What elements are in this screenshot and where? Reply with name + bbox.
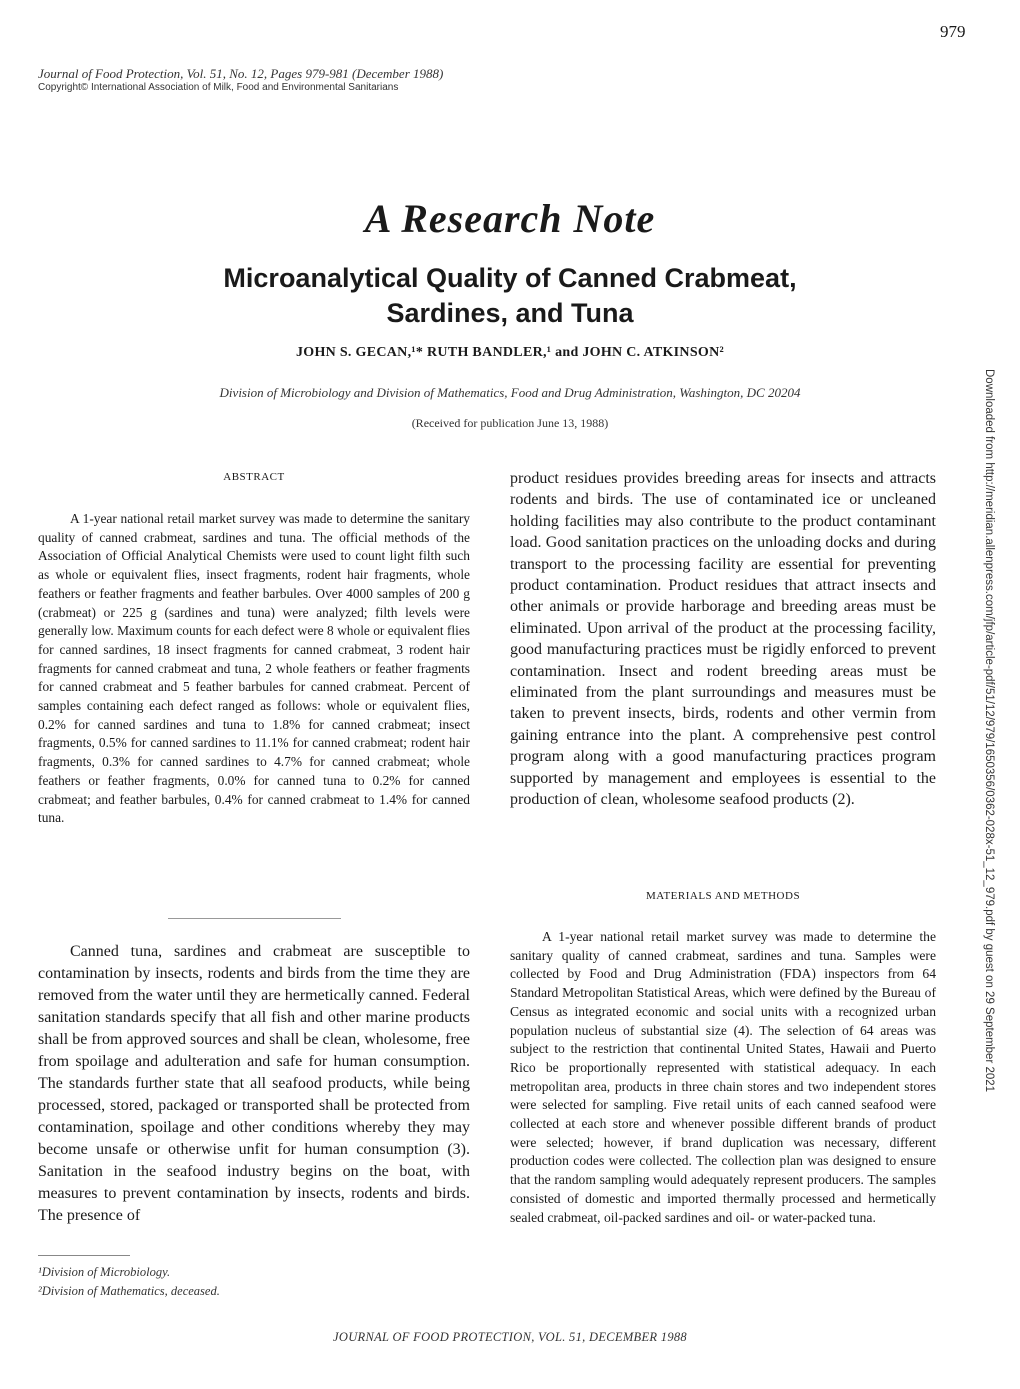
footnote-1: ¹Division of Microbiology. — [38, 1265, 171, 1279]
intro-left-column — [38, 941, 470, 1227]
abstract-heading — [38, 471, 470, 483]
copyright-line: Copyright© International Association of Milk, Food and Environmental Sanitarians — [38, 82, 399, 93]
footnote-divider — [38, 1255, 130, 1256]
download-watermark: Downloaded from http://meridian.allenpress.com/jfp/article-pdf/51/12/979/1650356/0362-028x-51_12_979.pdf by guest on 29 September 2021 — [983, 369, 995, 1093]
methods-heading — [510, 890, 936, 902]
abstract-heading-text: ABSTRACT — [223, 471, 285, 483]
section-divider — [168, 918, 341, 919]
authors: JOHN S. GECAN,¹* RUTH BANDLER,¹ and JOHN C. ATKINSON² — [295, 345, 725, 360]
page-number: 979 — [940, 22, 966, 41]
methods-text: A 1-year national retail market survey was made to determine the sanitary quality of canned crabmeat, sardines and tuna. Samples were collected by Food and Drug Administration (FDA) inspectors from 64 Standard Metropolitan Statistical Areas, which were defined by the Bureau of Census as integrated economic and social units with a recognized urban population nucleus of substantial size (4). The selection of 64 areas was subject to the restriction that continental United States, Hawaii and Puerto Rico be proportionally represented with statistical adequacy. In each metropolitan area, products in three chain stores and two independent stores were selected for sampling. Five retail units of each canned seafood were collected at each store and whenever possible different brands of product were selected; however, if brand duplication was necessary, different production codes were collected. The collection plan was designed to ensure that the random sampling would adequately represent producers. The samples consisted of domestic and imported thermally processed and hermetically sealed crabmeat, oil-packed sardines and oil- or water-packed tuna. — [510, 929, 936, 1225]
affiliation: Division of Microbiology and Division of Mathematics, Food and Drug Administration, Washington, DC 20204 — [219, 385, 801, 400]
intro-continuation: product residues provides breeding areas for insects and attracts rodents and birds. The use of contaminated ice or uncleaned holding facilities may also contribute to the product contaminant load. Good sanitation practices on the unloading docks and during transport to the processing facility are essential for preventing product contamination. Product residues that attract insects and other animals or provide harborage and breeding areas must be eliminated. Upon arrival of the product at the processing facility, good manufacturing practices must be rigidly enforced to prevent contamination. Insect and rodent breeding areas must be eliminated from the plant surroundings and measures must be taken to prevent insects, birds, rodents and other vermin from gaining entrance into the plant. A comprehensive pest control program along with a good manufacturing practices program supported by management and employees is essential to the production of clean, wholesome seafood products (2). — [510, 470, 936, 809]
page-footer: JOURNAL OF FOOD PROTECTION, VOL. 51, DECEMBER 1988 — [333, 1330, 687, 1344]
journal-citation: Journal of Food Protection, Vol. 51, No. 12, Pages 979-981 (December 1988) — [38, 66, 444, 81]
footnotes — [38, 1263, 220, 1301]
methods-section — [510, 928, 936, 1227]
received-date: (Received for publication June 13, 1988) — [411, 416, 609, 430]
section-label: A Research Note — [364, 196, 656, 241]
abstract — [38, 510, 470, 828]
methods-heading-text: MATERIALS AND METHODS — [645, 890, 801, 902]
article-title-text: Microanalytical Quality of Canned Crabmeat, Sardines, and Tuna — [223, 263, 797, 328]
article-title — [0, 226, 1020, 331]
intro-paragraph: Canned tuna, sardines and crabmeat are susceptible to contamination by insects, rodents and birds from the time they are removed from the water until they are hermetically canned. Federal sanitation standards specify that all fish and other marine products shall be from approved sources and shall be clean, wholesome, free from spoilage and adulteration and safe for human consumption. The standards further state that all seafood products, while being processed, stored, packaged or transported shall be protected from contamination, spoilage and other conditions whereby they may become unsafe or otherwise unfit for human consumption (3). Sanitation in the seafood industry begins on the boat, with measures to prevent contamination by insects, rodents and birds. The presence of — [38, 943, 470, 1224]
intro-right-column — [510, 468, 936, 811]
footnote-2: ²Division of Mathematics, deceased. — [38, 1284, 220, 1298]
abstract-text: A 1-year national retail market survey was made to determine the sanitary quality of canned crabmeat, sardines and tuna. The official methods of the Association of Official Analytical Chemists were used to count light filth such as whole or equivalent flies, insect fragments, rodent hair fragments, whole feathers or feather fragments and feather barbules. Over 4000 samples of 200 g (crabmeat) or 225 g (sardines and tuna) were analyzed; filth levels were generally low. Maximum counts for each defect were 8 whole or equivalent flies for canned sardines, 18 insect fragments for canned crabmeat, 3 rodent hair fragments for canned crabmeat and tuna, 2 whole feathers or feather fragments for canned crabmeat and 5 feather barbules for canned crabmeat. Percent of samples containing each defect ranged as follows: whole or equivalent flies, 0.2% for canned sardines and tuna to 1.8% for canned crabmeat; insect fragments, 0.5% for canned sardines to 11.1% for canned crabmeat; rodent hair fragments, 0.3% for canned sardines to 4.7% for canned crabmeat; whole feathers or feather fragments, 0.0% for canned tuna to 0.2% for canned crabmeat; and feather barbules, 0.4% for canned crabmeat to 1.4% for canned tuna. — [38, 511, 470, 826]
